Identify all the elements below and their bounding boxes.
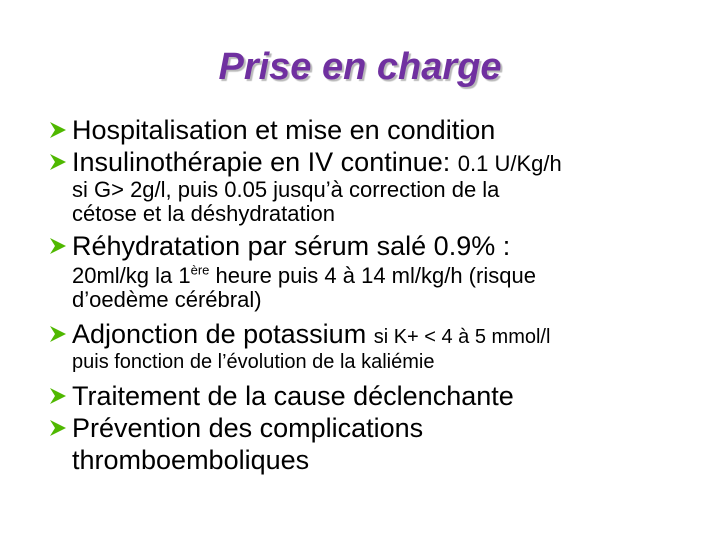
bullet-list	[48, 114, 708, 476]
bullet-item-potassium	[48, 318, 708, 374]
bullet-item-hospitalisation	[48, 114, 708, 146]
arrow-right-bullet-icon	[48, 386, 68, 406]
bullet-subtext: puis fonction de l’évolution de la kaliémie	[72, 351, 435, 373]
bullet-subtext: d’oedème cérébral)	[72, 287, 262, 312]
bullet-text: Insulinothérapie en IV continue:	[72, 147, 458, 177]
arrow-right-bullet-icon	[48, 152, 68, 172]
bullet-item-traitement	[48, 380, 708, 412]
bullet-subtext-line	[72, 264, 708, 288]
bullet-subtext: si G> 2g/l, puis 0.05 jusqu’à correction de la	[72, 177, 500, 202]
arrow-right-bullet-icon	[48, 324, 68, 344]
bullet-subtext: 20ml/kg la 1	[72, 263, 191, 288]
bullet-text: Adjonction de potassium	[72, 319, 374, 349]
bullet-text: Prévention des complications	[72, 413, 424, 443]
superscript-text: ère	[190, 262, 210, 278]
bullet-item-prevention	[48, 412, 708, 476]
bullet-condition-text: si K+ < 4 à 5 mmol/l	[373, 326, 551, 348]
arrow-right-bullet-icon	[48, 120, 68, 140]
bullet-subtext: cétose et la déshydratation	[72, 201, 335, 226]
bullet-subtext: heure puis 4 à 14 ml/kg/h (risque	[209, 263, 536, 288]
bullet-line	[72, 318, 708, 350]
arrow-right-bullet-icon	[48, 418, 68, 438]
arrow-right-bullet-icon	[48, 236, 68, 256]
bullet-text-continuation: thromboemboliques	[72, 445, 310, 475]
slide-title: Prise en charge	[218, 46, 502, 88]
bullet-dose-text: 0.1 U/Kg/h	[457, 151, 562, 176]
bullet-item-insulinotherapie	[48, 146, 708, 226]
bullet-text: Réhydratation par sérum salé 0.9% :	[72, 231, 511, 261]
bullet-text: Traitement de la cause déclenchante	[72, 381, 514, 411]
bullet-text: Hospitalisation et mise en condition	[72, 115, 496, 145]
bullet-line	[72, 146, 708, 178]
bullet-item-rehydratation	[48, 230, 708, 312]
